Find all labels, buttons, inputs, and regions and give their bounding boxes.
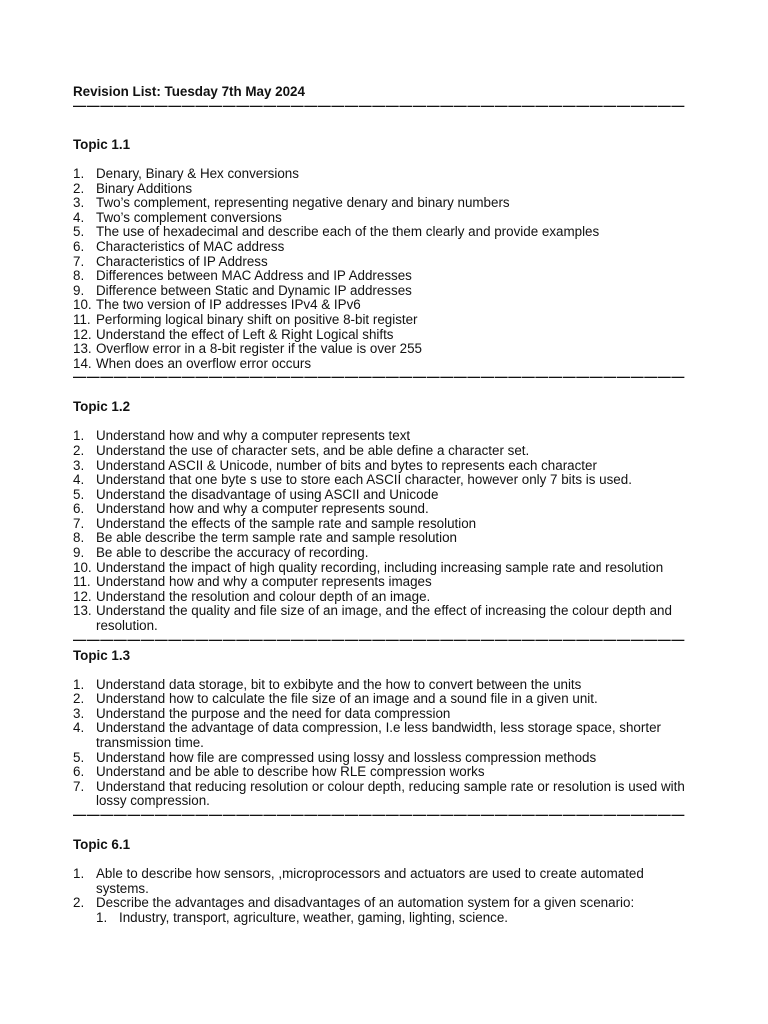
list-item: 2. Describe the advantages and disadvantages of an automation system for a given scenario: 1. Industry, transport, agriculture, weather, gaming, lighting, science. [73,896,693,925]
list-item: 3. Understand the purpose and the need for data compression [73,705,451,721]
topic-item-list [73,167,693,371]
list-item: 13. Overflow error in a 8-bit register if the value is over 255 [73,341,422,357]
topic-heading: Topic 6.1 [73,836,131,852]
list-item: 13. Understand the quality and file size of an image, and the effect of increasing the colour depth and resolution. [73,603,672,634]
list-item: 3. Understand ASCII & Unicode, number of bits and bytes to represents each character [73,457,597,473]
topic-section [73,137,693,383]
list-item: 5. Understand the disadvantage of using ASCII and Unicode [73,486,439,502]
topic-heading: Topic 1.2 [73,399,131,415]
list-item: 8. Be able describe the term sample rate and sample resolution [73,530,457,546]
document-page [73,84,693,925]
list-item: 10. The two version of IP addresses IPv4 & IPv6 [73,297,361,313]
topic-item-list [73,678,693,809]
list-item: 1. Understand data storage, bit to exbibyte and the how to convert between the units [73,676,582,692]
topic-section [73,648,693,821]
topic-section [73,399,693,645]
list-item: 4. Understand the advantage of data compression, I.e less bandwidth, less storage space, shorter transmission time. [73,720,661,750]
divider-rule: ————————————————————————————————————————————— [73,633,685,646]
list-item: 3. Two’s complement, representing negative denary and binary numbers [73,195,510,211]
list-item: 4. Two’s complement conversions [73,209,282,225]
document-title: Revision List: Tuesday 7th May 2024 [73,84,305,99]
topic-section [73,837,693,925]
divider-rule: ————————————————————————————————————————————— [73,371,685,384]
list-item: 6. Characteristics of MAC address [73,238,285,254]
list-item: 14. When does an overflow error occurs [73,355,312,371]
list-item: 2. Understand how to calculate the file size of an image and a sound file in a given unit. [73,691,598,707]
list-item: 4. Understand that one byte s use to store each ASCII character, however only 7 bits is used. [73,472,632,488]
divider-rule: ————————————————————————————————————————————— [73,100,685,112]
sub-list-item: 1. Industry, transport, agriculture, weather, gaming, lighting, science. [96,909,509,925]
list-item: 6. Understand how and why a computer represents sound. [73,501,429,517]
list-item: 2. Understand the use of character sets, and be able define a character set. [73,442,530,458]
list-item: 11. Performing logical binary shift on positive 8-bit register [73,311,418,327]
list-item: 5. Understand how file are compressed using lossy and lossless compression methods [73,749,597,765]
list-item: 7. Understand the effects of the sample rate and sample resolution [73,515,477,531]
list-item: 1. Understand how and why a computer represents text [73,428,411,444]
list-item: 9. Difference between Static and Dynamic IP addresses [73,282,412,298]
topic-item-list [73,429,693,633]
divider-rule: ————————————————————————————————————————————— [73,808,685,821]
list-item: 7. Characteristics of IP Address [73,253,268,269]
list-item: 1. Denary, Binary & Hex conversions [73,166,299,181]
list-item: 7. Understand that reducing resolution or colour depth, reducing sample rate or resolution is used with lossy compression. [73,778,685,809]
list-item: 9. Be able to describe the accuracy of recording. [73,545,369,561]
list-item: 8. Differences between MAC Address and IP Addresses [73,268,412,284]
list-item: 1. Able to describe how sensors, ,microprocessors and actuators are used to create automated systems. [73,865,644,896]
list-item: 2. Binary Additions [73,180,193,196]
list-item: 12. Understand the effect of Left & Right Logical shifts [73,326,394,342]
sub-item-list [96,911,693,926]
list-item: 6. Understand and be able to describe how RLE compression works [73,764,485,780]
list-item: 5. The use of hexadecimal and describe each of the them clearly and provide examples [73,224,600,240]
list-item: 11. Understand how and why a computer represents images [73,574,432,590]
topic-item-list [73,867,693,925]
topic-heading: Topic 1.3 [73,647,131,663]
list-item: 10. Understand the impact of high quality recording, including increasing sample rate and resolution [73,559,664,575]
list-item: 12. Understand the resolution and colour depth of an image. [73,588,431,604]
topic-heading: Topic 1.1 [73,137,131,152]
